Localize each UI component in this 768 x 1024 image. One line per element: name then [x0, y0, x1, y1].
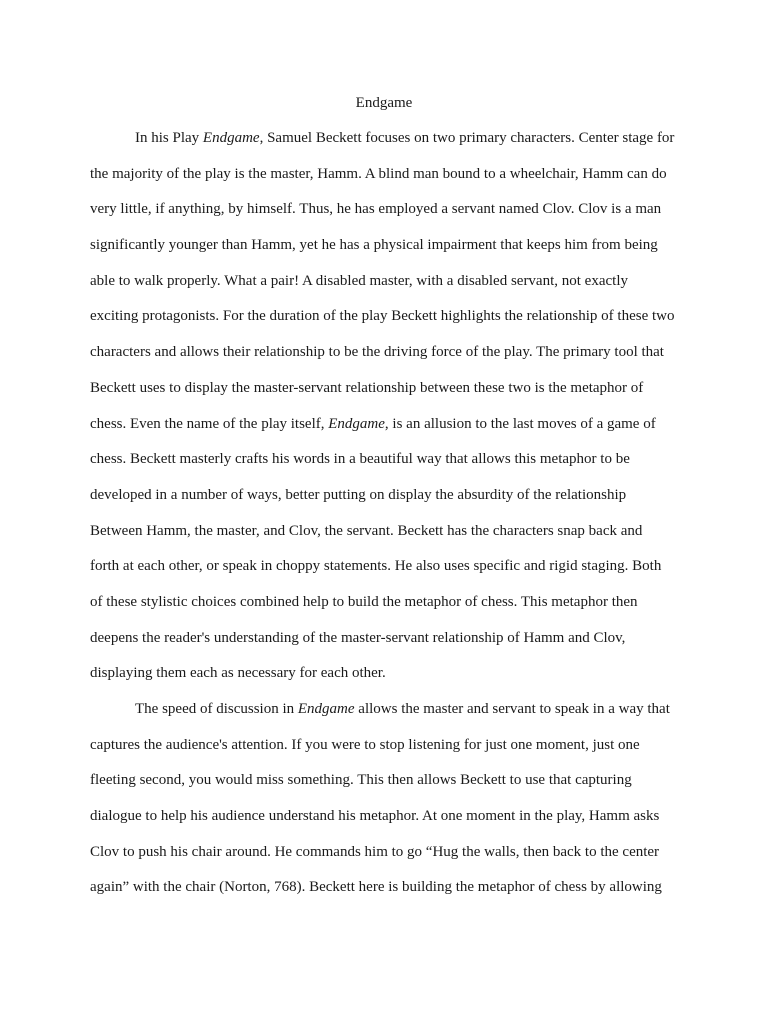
- text-segment: dialogue to help his audience understand his metaphor. At one moment in the play, Hamm asks: [90, 808, 660, 825]
- text-segment: very little, if anything, by himself. Thus, he has employed a servant named Clov. Clov is a man: [90, 201, 662, 218]
- text-line: [90, 199, 690, 235]
- text-line: [90, 592, 690, 628]
- text-line: [90, 128, 690, 164]
- italic-title-text: Endgame: [328, 415, 385, 432]
- text-segment: fleeting second, you would miss something. This then allows Beckett to use that capturing: [90, 772, 632, 789]
- text-segment: able to walk properly. What a pair! A disabled master, with a disabled servant, not exactly: [90, 272, 628, 289]
- text-segment: allows the master and servant to speak in a way that: [354, 701, 670, 717]
- text-segment: chess. Beckett masterly crafts his words in a beautiful way that allows this metaphor to be: [90, 451, 630, 468]
- text-line: [90, 521, 690, 557]
- text-segment: , is an allusion to the last moves of a game of: [384, 415, 656, 432]
- text-segment: The speed of discussion in: [135, 701, 298, 717]
- text-line: [90, 342, 690, 378]
- text-segment: of these stylistic choices combined help to build the metaphor of chess. This metaphor then: [90, 593, 638, 610]
- text-segment: captures the audience's attention. If you were to stop listening for just one moment, just one: [90, 736, 640, 753]
- text-line: [90, 235, 690, 271]
- text-line: [90, 414, 690, 450]
- text-segment: Beckett uses to display the master-servant relationship between these two is the metaphor of: [90, 379, 644, 396]
- text-segment: again” with the chair (Norton, 768). Beckett here is building the metaphor of chess by allowing: [90, 879, 662, 896]
- text-segment: chess. Even the name of the play itself,: [90, 415, 329, 432]
- text-segment: displaying them each as necessary for each other.: [90, 665, 386, 682]
- document-title: Endgame: [355, 95, 413, 111]
- text-segment: the majority of the play is the master, Hamm. A blind man bound to a wheelchair, Hamm can do: [90, 165, 667, 182]
- text-segment: deepens the reader's understanding of the master-servant relationship of Hamm and Clov,: [90, 629, 626, 646]
- text-segment: , Samuel Beckett focuses on two primary characters. Center stage for: [259, 130, 675, 146]
- text-segment: characters and allows their relationship to be the driving force of the play. The primary tool that: [90, 344, 664, 361]
- text-segment: Between Hamm, the master, and Clov, the servant. Beckett has the characters snap back and: [90, 522, 643, 539]
- text-line: [90, 735, 690, 771]
- text-segment: developed in a number of ways, better putting on display the absurdity of the relationship: [90, 486, 627, 503]
- text-line: [90, 770, 690, 806]
- text-line: [90, 806, 690, 842]
- text-line: [90, 556, 690, 592]
- text-line: [90, 877, 690, 913]
- text-line: [90, 378, 690, 414]
- text-line: [90, 842, 690, 878]
- text-segment: exciting protagonists. For the duration of the play Beckett highlights the relationship of these two: [90, 308, 675, 325]
- text-line: [90, 306, 690, 342]
- text-segment: In his Play: [135, 130, 203, 146]
- text-line: [90, 699, 690, 735]
- text-line: [90, 271, 690, 307]
- text-segment: forth at each other, or speak in choppy statements. He also uses specific and rigid staging. Both: [90, 558, 662, 575]
- document-body: [90, 128, 690, 913]
- text-line: [90, 485, 690, 521]
- italic-title-text: Endgame: [297, 701, 355, 717]
- text-segment: significantly younger than Hamm, yet he has a physical impairment that keeps him from being: [90, 237, 658, 254]
- text-line: [90, 663, 690, 699]
- text-line: [90, 449, 690, 485]
- text-segment: Clov to push his chair around. He commands him to go “Hug the walls, then back to the center: [90, 843, 660, 860]
- italic-title-text: Endgame: [202, 130, 260, 146]
- text-line: [90, 628, 690, 664]
- text-line: [90, 164, 690, 200]
